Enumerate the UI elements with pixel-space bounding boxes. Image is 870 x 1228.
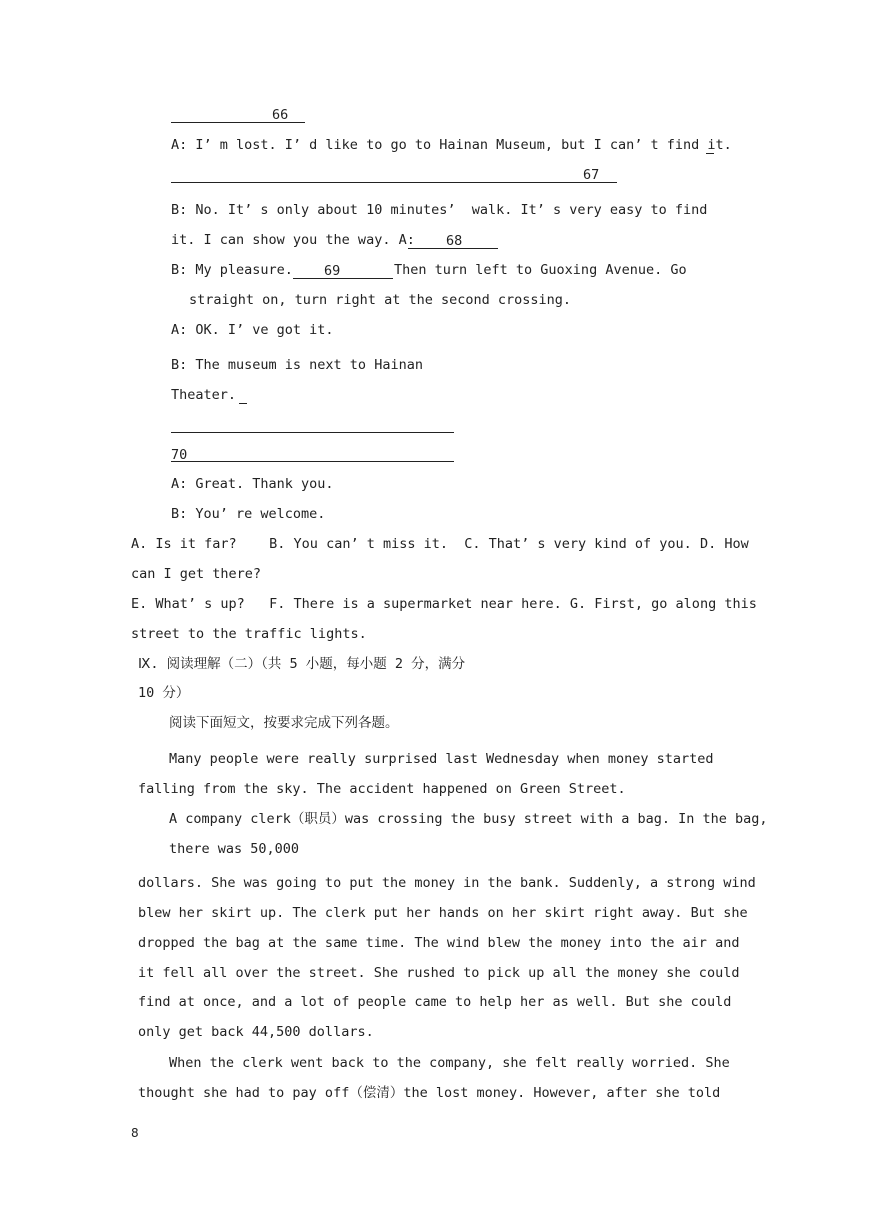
passage-line: it fell all over the street. She rushed to pick up all the money she could xyxy=(138,965,740,981)
passage-line: blew her skirt up. The clerk put her hands on her skirt right away. But she xyxy=(138,905,748,921)
dialogue-line-a2: A: OK. I’ ve got it. xyxy=(171,322,334,338)
answer-blank-70-line1 xyxy=(171,414,454,433)
options-line-1: A. Is it far? B. You can’ t miss it. C. That’ s very kind of you. D. How xyxy=(131,536,749,552)
dialogue-line-b2a: B: My pleasure. xyxy=(171,262,293,278)
blank-number-67: 67 xyxy=(583,167,600,183)
blank-number-68: 68 xyxy=(446,233,463,249)
passage-line: When the clerk went back to the company, she felt really worried. She xyxy=(169,1055,730,1071)
options-line-4: street to the traffic lights. xyxy=(131,626,367,642)
passage-line: only get back 44,500 dollars. xyxy=(138,1024,374,1040)
passage-line: there was 50,000 xyxy=(169,841,300,857)
answer-blank-69 xyxy=(293,260,393,279)
dialogue-line-b1a: B: No. It’ s only about 10 minutes’ walk. It’ s very easy to find xyxy=(171,202,708,218)
blank-number-69: 69 xyxy=(324,263,341,279)
answer-blank-70-start xyxy=(239,385,247,404)
dialogue-line-b2c: straight on, turn right at the second crossing. xyxy=(189,292,572,308)
page-number: 8 xyxy=(131,1126,139,1140)
passage-line: dollars. She was going to put the money in the bank. Suddenly, a strong wind xyxy=(138,875,756,891)
section-heading-line-1: Ⅸ. 阅读理解（二）（共 5 小题，每小题 2 分，满分 xyxy=(138,656,466,672)
options-line-2: can I get there? xyxy=(131,566,262,582)
passage-line: find at once, and a lot of people came to help her as well. But she could xyxy=(138,994,732,1010)
blank-number-66: 66 xyxy=(272,107,289,123)
dialogue-line-b4: B: You’ re welcome. xyxy=(171,506,326,522)
answer-blank-67 xyxy=(171,164,617,183)
dialogue-line-b3b: Theater. xyxy=(171,387,237,403)
passage-line: thought she had to pay off（偿清）the lost money. However, after she told xyxy=(138,1085,721,1101)
dialogue-line-a3: A: Great. Thank you. xyxy=(171,476,334,492)
options-line-3: E. What’ s up? F. There is a supermarket near here. G. First, go along this xyxy=(131,596,757,612)
dialogue-line-b1b: it. I can show you the way. A: xyxy=(171,232,415,248)
dialogue-line-b3a: B: The museum is next to Hainan xyxy=(171,357,423,373)
passage-line: A company clerk（职员）was crossing the busy street with a bag. In the bag, xyxy=(169,811,768,827)
passage-line: Many people were really surprised last Wednesday when money started xyxy=(169,751,714,767)
passage-line: falling from the sky. The accident happened on Green Street. xyxy=(138,781,626,797)
dialogue-line-a1: A: I’ m lost. I’ d like to go to Hainan Museum, but I can’ t find it. xyxy=(171,137,732,153)
section-instruction: 阅读下面短文，按要求完成下列各题。 xyxy=(169,715,399,731)
dialogue-line-b2b: Then turn left to Guoxing Avenue. Go xyxy=(394,262,687,278)
blank-number-70: 70 xyxy=(171,447,188,463)
section-heading-line-2: 10 分） xyxy=(138,685,190,701)
passage-line: dropped the bag at the same time. The wind blew the money into the air and xyxy=(138,935,740,951)
answer-blank-67-start xyxy=(706,135,714,154)
answer-blank-70 xyxy=(171,443,454,462)
